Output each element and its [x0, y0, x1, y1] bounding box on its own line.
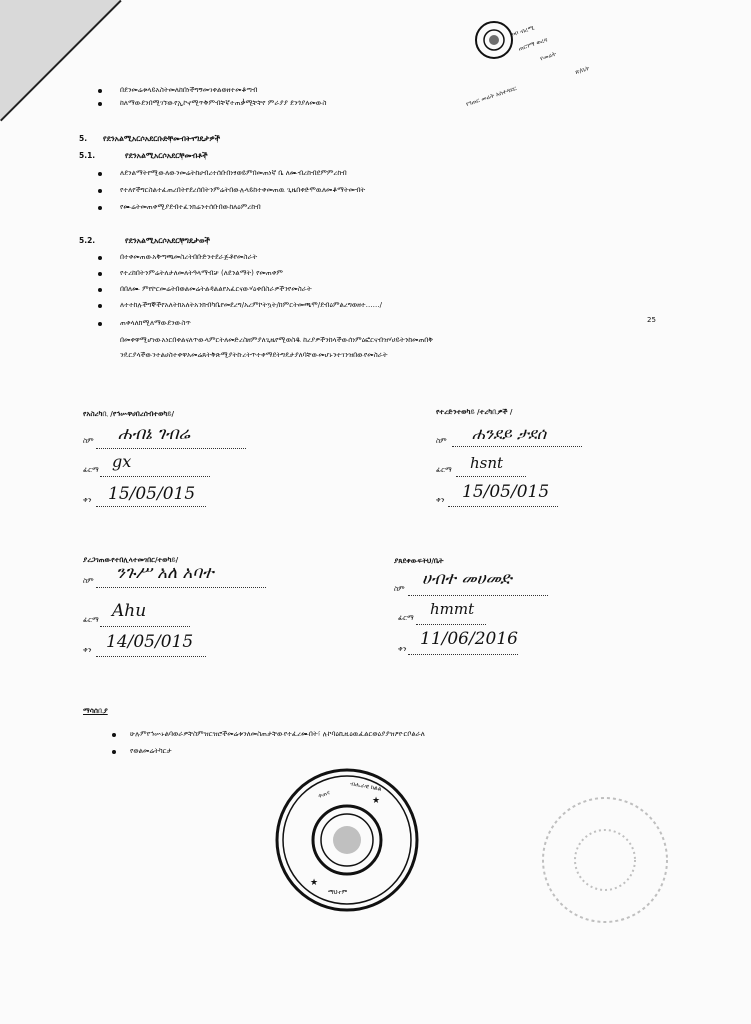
top-bullet-1: በደንመሬቱላይአስትመለከበነችግኝመገቀልወዘተመቆጣብ [120, 86, 258, 94]
duties-item-2: የተረከበትንምሬትለታለመለትዓላማብቻ (ለደንልማት) የመጠቀም [120, 269, 283, 277]
signature-line [416, 624, 486, 625]
notes-item-1: ሁሉምየኅሡኑልባወራዎቸስምዝርዝሮችመሬቱንለመስጠታቸውየተፈረሙበት፣ ሉኮባዕኪዚዕዉፈልርወዕያያዝዖዮርቦልራለ [130, 730, 425, 738]
rights-item-1: ለደንልማትየሚውለውንመሬትከሀብረተሰቡበነፃወይምበመጠነኛ ቤ ለሙብረከብደምምረከብ [120, 169, 347, 177]
duties-item-4: ለተተከሉችግኞችየአለትክአለትአንክብካቤየመደረግ/አረምኮትኳት/ከምርትመጫሞ/ደብዕምልረግወዘተ……/ [120, 301, 382, 309]
bullet-dot [98, 89, 102, 93]
page-number: 25 [647, 316, 656, 324]
stamp-text-5: ጽ/ቤት [574, 64, 591, 77]
duties-paragraph-line-2: ንዴርያላችውንተልሀስተቀዋአመሬጸትቅጽሚያትኩረትጥተቀማደትግዴታያለባቸውመሆኑንተገንዝበውየመስራት [120, 351, 388, 359]
bullet-dot [98, 304, 102, 308]
rights-item-3: የሙሬትመጠቀሚያደብተፈንክሬንተሰቡበውከለዕምረከብ [120, 203, 261, 211]
receiving-representative-header: የተረድንተወካይ /ተረካቢዎች / [436, 408, 513, 416]
date-label: ቀን [83, 496, 92, 504]
handwritten-name: ሀብተ መሀመድ [422, 569, 512, 589]
handwritten-signature: hmmt [430, 600, 475, 618]
signature-line [100, 476, 210, 477]
notes-item-2: የወልመሬትካርታ [130, 747, 172, 755]
bullet-dot [98, 172, 102, 176]
handwritten-name: ሐንደይ ታደሰ [472, 424, 547, 443]
bullet-dot [112, 733, 116, 737]
svg-text:★: ★ [372, 796, 381, 806]
section-5-2-number: 5.2. [79, 236, 96, 245]
signature-label: ፊርማ [83, 616, 99, 624]
name-line [408, 595, 548, 596]
date-line [408, 654, 518, 655]
handwritten-signature: hsnt [470, 454, 504, 472]
bullet-dot [98, 189, 102, 193]
name-label: ስም [83, 577, 94, 585]
notes-title: ማሳሰቢያ [83, 707, 108, 715]
stamp-text-3: የመሬት [539, 50, 558, 63]
svg-text:★: ★ [310, 878, 319, 888]
handwritten-signature: gx [112, 452, 132, 471]
date-line [96, 656, 206, 657]
handwritten-signature: Ahu [112, 601, 147, 621]
stamp-ring-text-3: ማህተም [328, 889, 348, 896]
section-5-1-number: 5.1. [79, 151, 96, 160]
signature-line [456, 476, 526, 477]
approving-office-header: ያጸደቀውፍትህ/ቤት [394, 557, 444, 565]
handwritten-date: 11/06/2016 [420, 629, 518, 649]
handwritten-date: 15/05/015 [108, 484, 196, 504]
duties-paragraph-line-1: በመቀዋሚሆነውአነርበቀልናለጥውላምርትለመድረስዘምያለጊዜየሚወስዱ ከረያዎችንከላችውሰነምዕፎርናብዝሃሀይትንከመጠበቅ [120, 336, 433, 344]
date-label: ቀን [83, 646, 92, 654]
date-line [96, 506, 206, 507]
stamp-ring-text-1: ቀጠና [317, 789, 332, 800]
bleed-through-stamp [535, 790, 675, 930]
name-label: ስም [83, 437, 94, 445]
duties-item-3: በበለሙ ምየኮርመሬትበወልመሬትልዳልልየአፈርናውሃዕቀበስራዎችንየመስራት [120, 285, 312, 293]
section-5-title: የደንአልሚአርሶአደርቡድቸመብትናግዴታዎች [103, 134, 221, 143]
section-5-2-title: የደንአልሚአርሶአደርቸግዴታወች [125, 236, 210, 245]
name-label: ስም [394, 585, 405, 593]
duties-item-5: ጠቀላለክሚለማውደንውስጥ [120, 319, 191, 327]
verifying-body-header: ያረጋገጠውየተበሊላተመገበር/ተወካይ/ [83, 556, 179, 564]
bullet-dot [98, 206, 102, 210]
bullet-dot [112, 750, 116, 754]
handwritten-date: 14/05/015 [106, 632, 194, 652]
duties-item-1: በተቀመጠውአቅጣጫመስረትበቡድንተደራጅቶየመስራት [120, 253, 258, 261]
date-line [448, 506, 558, 507]
bullet-dot [98, 256, 102, 260]
name-line [96, 587, 266, 588]
name-line [452, 446, 582, 447]
stamp-text-4: የገጠር መሬት አስተዳደር [465, 85, 518, 108]
signature-label: ፊርማ [83, 466, 99, 474]
date-label: ቀን [436, 496, 445, 504]
handwritten-name: ሐብኔ ገብሬ [118, 424, 191, 444]
handwritten-date: 15/05/015 [462, 482, 550, 502]
bullet-dot [98, 288, 102, 292]
date-label: ቀን [398, 645, 407, 653]
handwritten-name: ንጉሥ አለ አባተ [116, 563, 214, 583]
signature-label: ፊርማ [398, 614, 414, 622]
signature-line [100, 626, 190, 627]
bullet-dot [98, 272, 102, 276]
bullet-dot [98, 102, 102, 106]
bullet-dot [98, 322, 102, 326]
signature-label: ፊርማ [436, 466, 452, 474]
top-bullet-2: ከለማውደንበሚገኘውየኢኮኖሚጥቅምብቸኛተጠቃሚቸቸየ ምራያያ ደንጎያለመውስ [120, 99, 327, 107]
section-5-1-title: የደንአልሚአርሶአደርቸመብቶች [125, 151, 208, 160]
rights-item-2: የተለየችግርስልተፈጠረበትየደረሰበትንምሬትበውሉላይከተቀመጠዉ ጊዜበቀድሞዉለመቆማትመብት [120, 186, 366, 194]
faint-seal-icon [535, 790, 675, 930]
stamp-text-1: ጦቦ ብረሚ [509, 24, 536, 39]
name-line [96, 448, 246, 449]
stamp-text-2: ጠርገማ ወረዳ [517, 36, 549, 53]
stamp-ring-text-2: ብሔራዊ ክልል [349, 780, 383, 793]
name-label: ስም [436, 437, 447, 445]
section-5-number: 5. [79, 134, 88, 143]
handover-representative-header: የአስረካቢ /የኅሡዋሀበረሰብተወካይ/ [83, 410, 175, 418]
